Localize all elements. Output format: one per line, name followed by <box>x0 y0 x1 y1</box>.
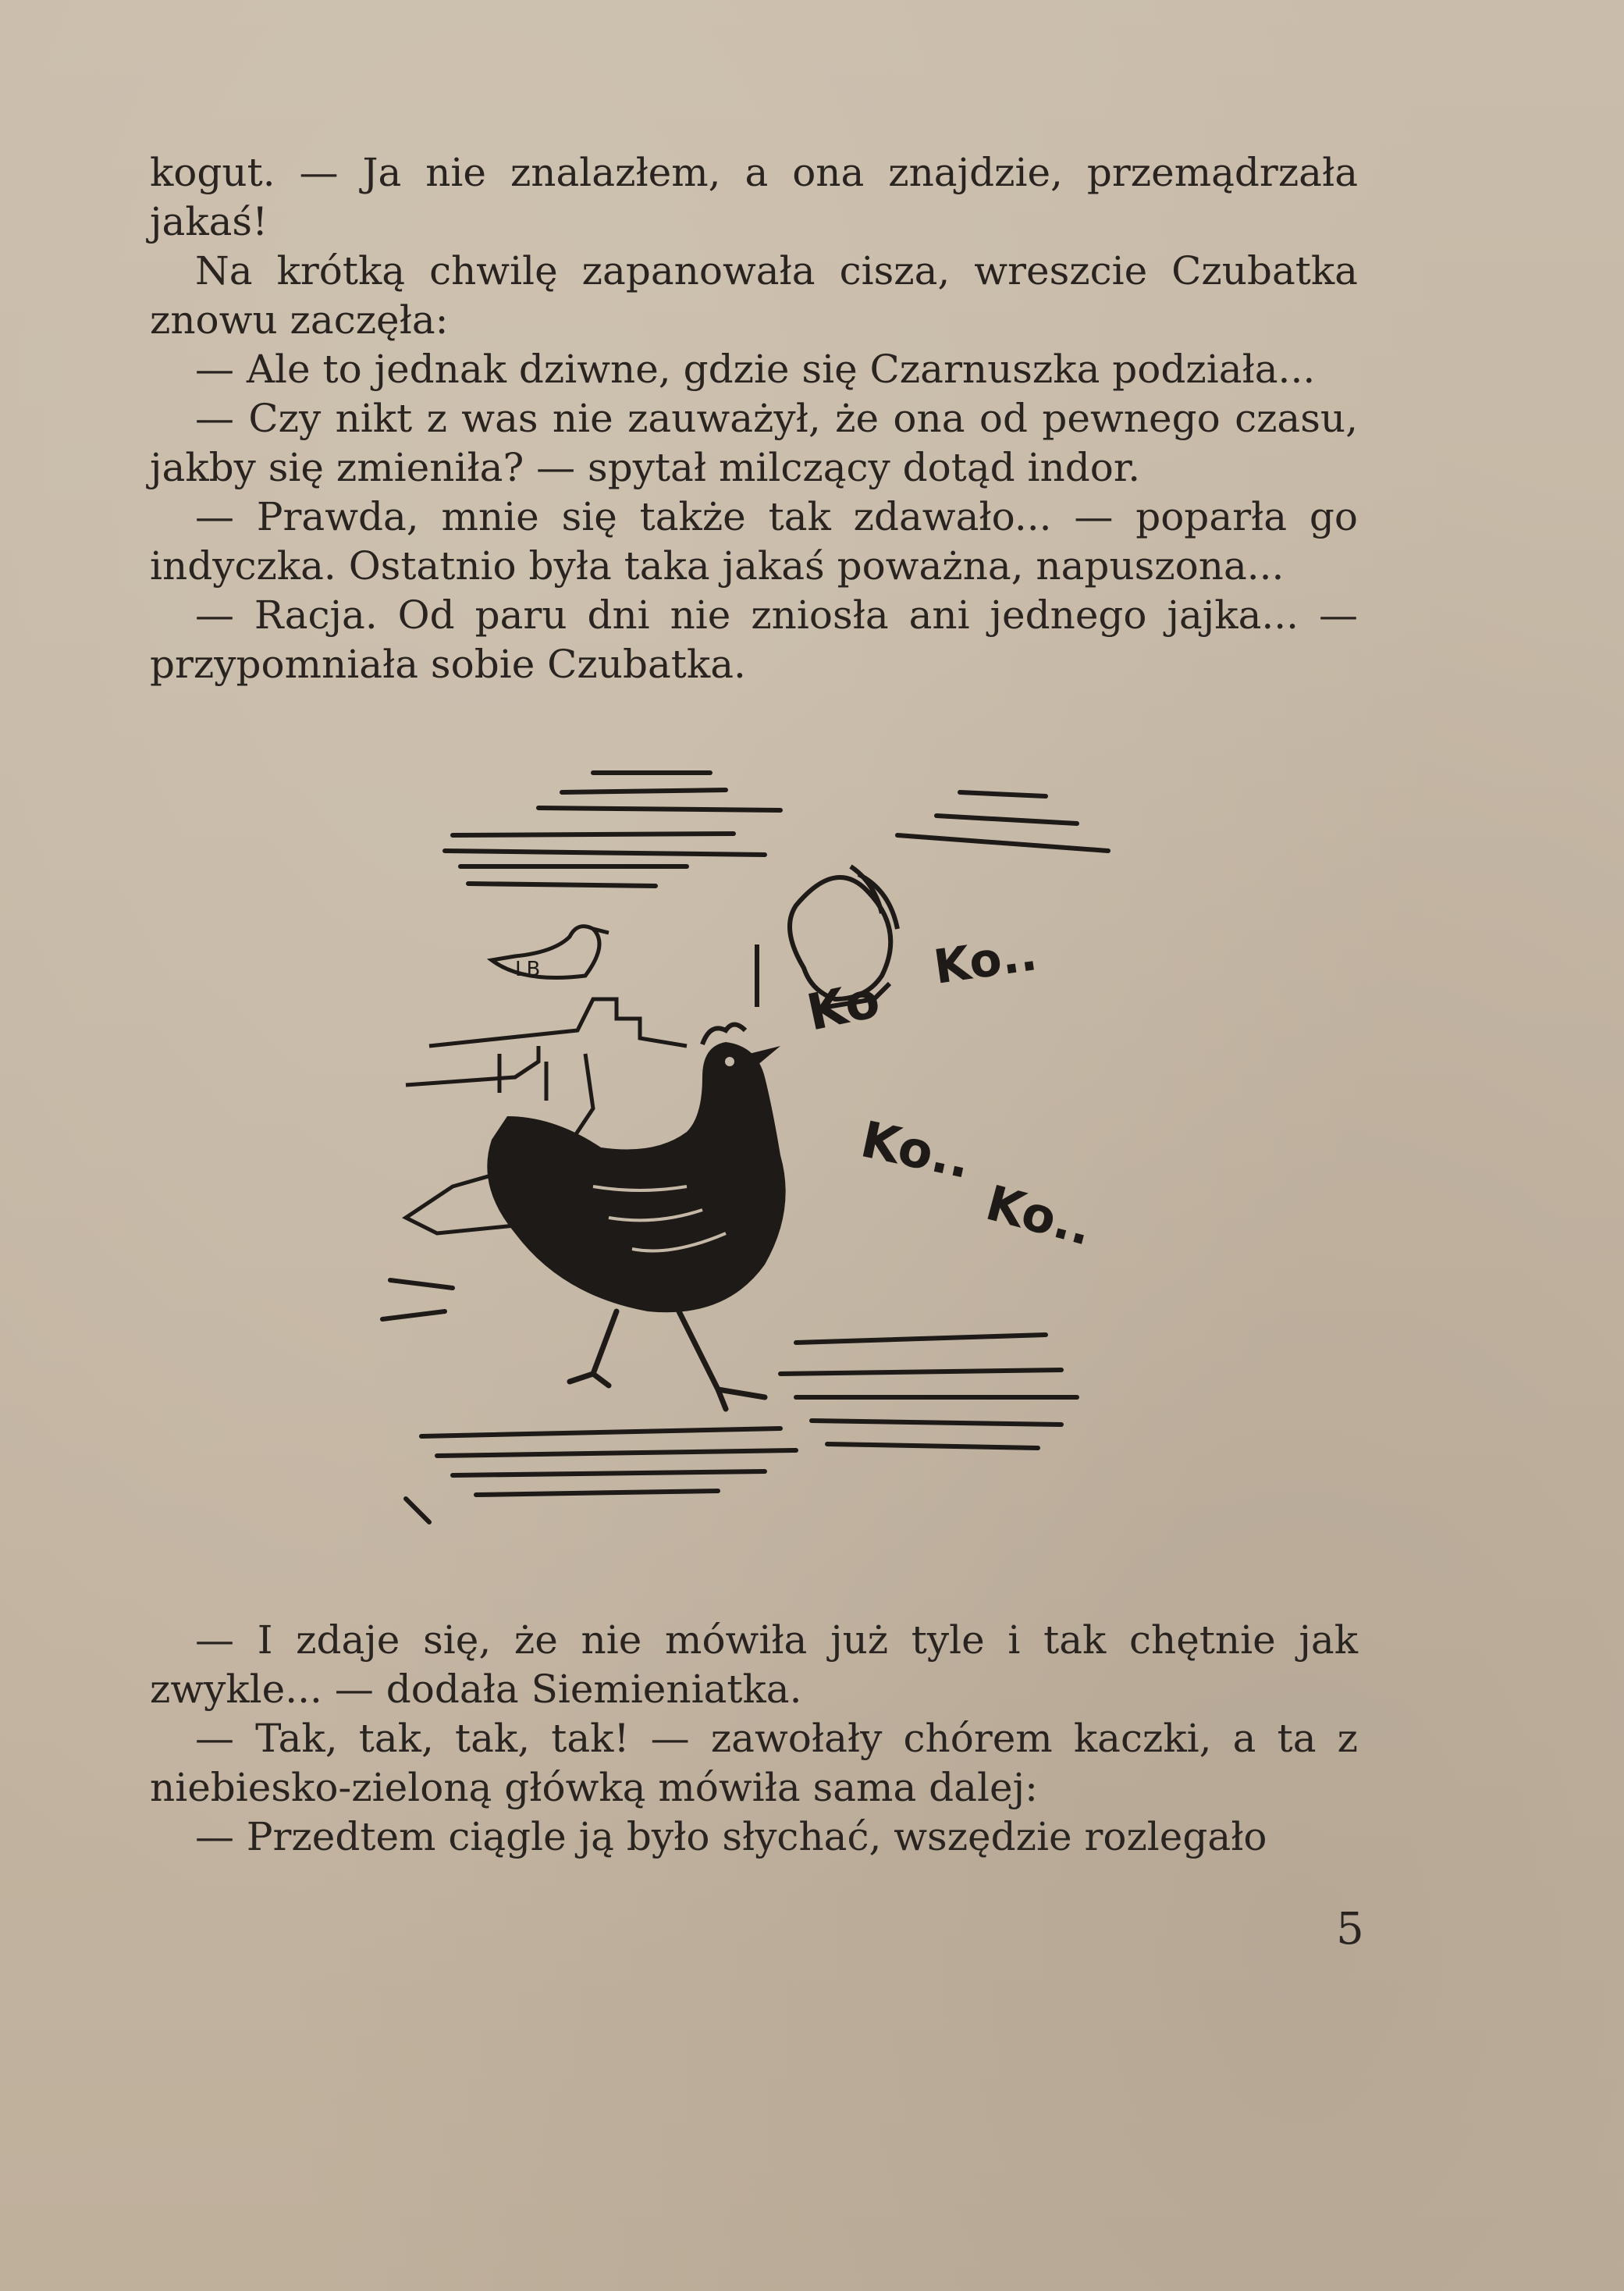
bottom-text-block <box>150 1616 1358 1862</box>
page-number: 5 <box>1336 1904 1364 1955</box>
paragraph: — Tak, tak, tak, tak! — zawołały chórem kaczki, a ta z niebiesko-zieloną główką mówiła sama dalej: <box>150 1716 1358 1810</box>
ground-scribbles <box>382 1280 1077 1522</box>
small-bird <box>492 927 609 981</box>
paragraph: — Racja. Od paru dni nie zniosła ani jednego jajka... — przypomniała sobie Czubatka. <box>150 592 1358 687</box>
paragraph: kogut. — Ja nie znalazłem, a ona znajdzie, przemądrzała jakaś! <box>150 150 1358 244</box>
sound-text: Ko.. <box>930 927 1041 995</box>
sound-text: Ko.. <box>855 1111 976 1190</box>
black-hen <box>487 1025 785 1410</box>
sound-text: Ko <box>801 971 885 1043</box>
paragraph: — Prawda, mnie się także tak zdawało... — poparła go indyczka. Ostatnio była taka jakaś poważna, napuszona... <box>150 494 1358 589</box>
hen-illustration <box>359 749 1139 1561</box>
sound-text: Ko.. <box>980 1173 1099 1257</box>
top-text-block <box>150 148 1358 689</box>
paragraph: — I zdaje się, że nie mówiła już tyle i tak chętnie jak zwykle... — dodała Siemieniatka. <box>150 1617 1358 1712</box>
paragraph: — Przedtem ciągle ją było słychać, wszędzie rozlegało <box>195 1814 1267 1859</box>
paragraph: — Ale to jednak dziwne, gdzie się Czarnuszka podziała... <box>195 347 1316 392</box>
paragraph: — Czy nikt z was nie zauważył, że ona od pewnego czasu, jakby się zmieniła? — spytał milczący dotąd indor. <box>150 396 1358 490</box>
hen-drawing <box>359 749 1139 1561</box>
paragraph: Na krótką chwilę zapanowała cisza, wreszcie Czubatka znowu zaczęła: <box>150 248 1358 343</box>
artist-signature: LB <box>515 958 541 981</box>
sky-lines <box>445 773 1108 886</box>
ko-sounds <box>802 927 1098 1257</box>
